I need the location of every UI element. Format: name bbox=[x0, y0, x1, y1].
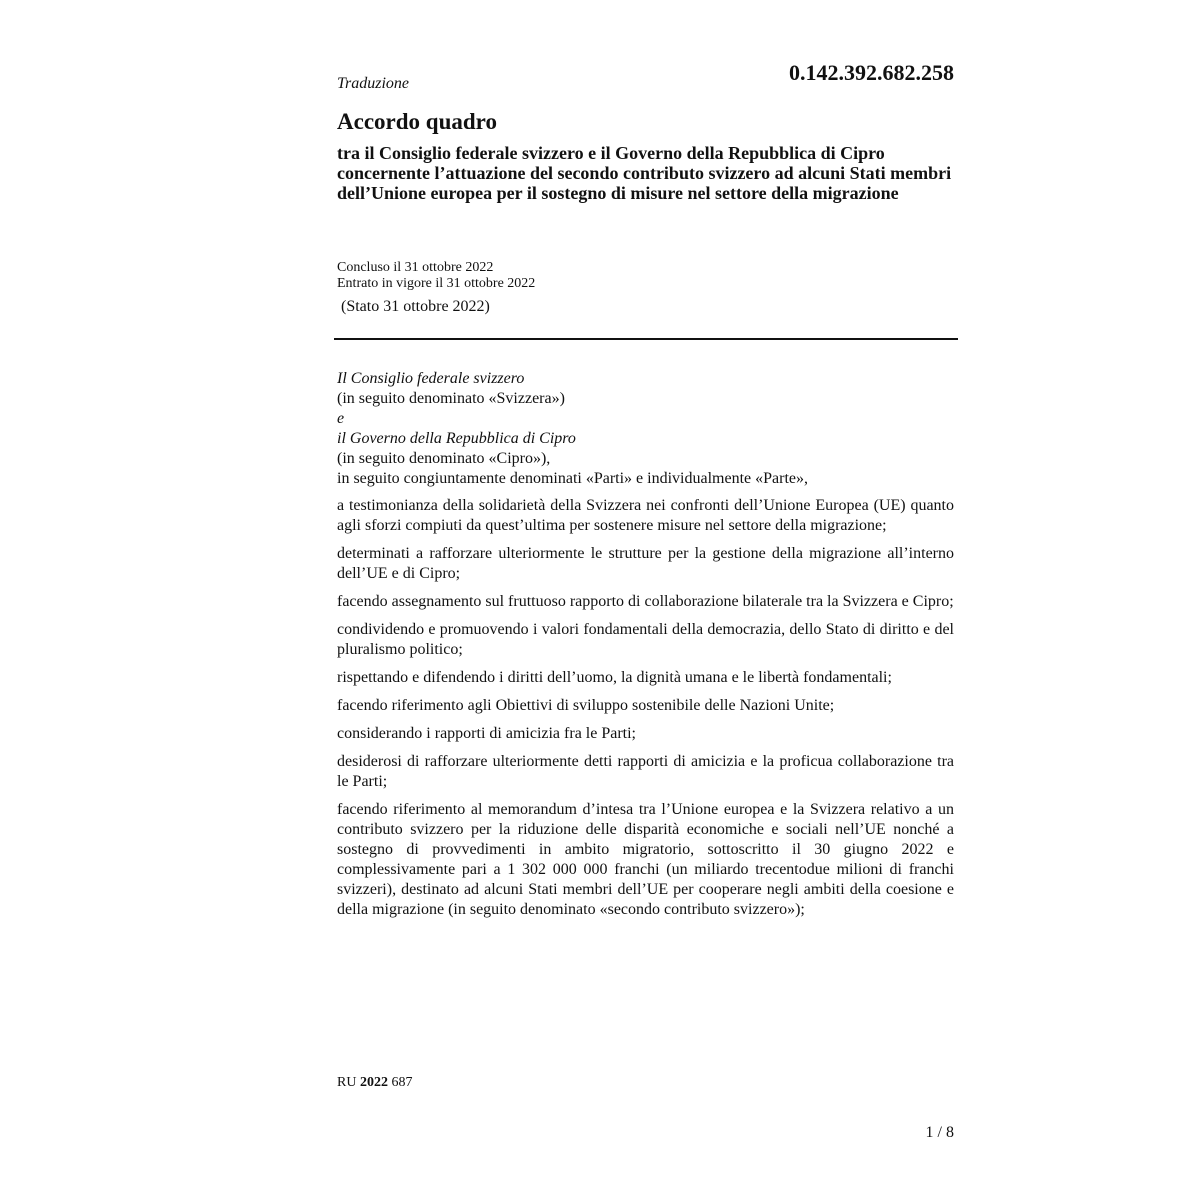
in-force-date: Entrato in vigore il 31 ottobre 2022 bbox=[337, 276, 536, 291]
status-date: (Stato 31 ottobre 2022) bbox=[341, 298, 490, 315]
clause: condividendo e promuovendo i valori fondamentali della democrazia, dello Stato di diritto e del pluralismo politico; bbox=[337, 621, 954, 658]
clause: rispettando e difendendo i diritti dell’uomo, la dignità umana e le libertà fondamentali; bbox=[337, 669, 892, 686]
ru-year: 2022 bbox=[359, 1075, 388, 1090]
clause: facendo riferimento agli Obiettivi di sviluppo sostenibile delle Nazioni Unite; bbox=[337, 697, 835, 714]
preamble-clauses bbox=[337, 496, 954, 928]
clause: desiderosi di rafforzare ulteriormente detti rapporti di amicizia e la proficua collaborazione tra le Parti; bbox=[337, 753, 954, 790]
clause: considerando i rapporti di amicizia fra le Parti; bbox=[337, 725, 636, 742]
party-switzerland: Il Consiglio federale svizzero bbox=[337, 370, 525, 387]
clause: determinati a rafforzare ulteriormente le strutture per la gestione della migrazione all’interno dell’UE e di Cipro; bbox=[337, 545, 954, 582]
ru-prefix: RU bbox=[337, 1075, 357, 1090]
document-dates bbox=[337, 260, 535, 292]
party-switzerland-alias: (in seguito denominato «Svizzera») bbox=[337, 390, 565, 407]
document-title: Accordo quadro bbox=[337, 109, 497, 134]
conjunction: e bbox=[337, 410, 345, 427]
preamble-parties bbox=[337, 369, 954, 489]
page-number: 1 / 8 bbox=[925, 1124, 954, 1141]
ru-page: 687 bbox=[391, 1075, 413, 1090]
official-compilation-reference bbox=[337, 1075, 412, 1091]
clause: facendo assegnamento sul fruttuoso rapporto di collaborazione bilaterale tra la Svizzera e Cipro; bbox=[337, 593, 954, 610]
document-subtitle: tra il Consiglio federale svizzero e il Governo della Repubblica di Cipro concernente l’attuazione del secondo contributo svizzero ad alcuni Stati membri dell’Unione europea per il sostegno di misure nel settore della migrazione bbox=[337, 143, 952, 203]
party-cyprus: il Governo della Repubblica di Cipro bbox=[337, 430, 576, 447]
concluded-date: Concluso il 31 ottobre 2022 bbox=[337, 260, 494, 275]
translation-label: Traduzione bbox=[337, 75, 410, 92]
header-divider bbox=[334, 338, 958, 340]
party-cyprus-alias: (in seguito denominato «Cipro»), bbox=[337, 450, 551, 467]
clause: facendo riferimento al memorandum d’intesa tra l’Unione europea e la Svizzera relativo a un contributo svizzero per la riduzione delle disparità economiche e sociali nell’UE nonché a sostegno di provvedimenti in ambito migratorio, sottoscritto il 30 giugno 2022 e complessivamente pari a 1 302 000 000 franchi (un miliardo trecentodue milioni di franchi svizzeri), destinato ad alcuni Stati membri dell’UE per cooperare negli ambiti della coesione e della migrazione (in seguito denominato «secondo contributo svizzero»); bbox=[337, 801, 954, 918]
joint-alias: in seguito congiuntamente denominati «Parti» e individualmente «Parte», bbox=[337, 470, 809, 487]
sr-number: 0.142.392.682.258 bbox=[789, 60, 954, 85]
clause: a testimonianza della solidarietà della Svizzera nei confronti dell’Unione Europea (UE) quanto agli sforzi compiuti da quest’ultima per sostenere misure nel settore della migrazione; bbox=[337, 497, 954, 534]
